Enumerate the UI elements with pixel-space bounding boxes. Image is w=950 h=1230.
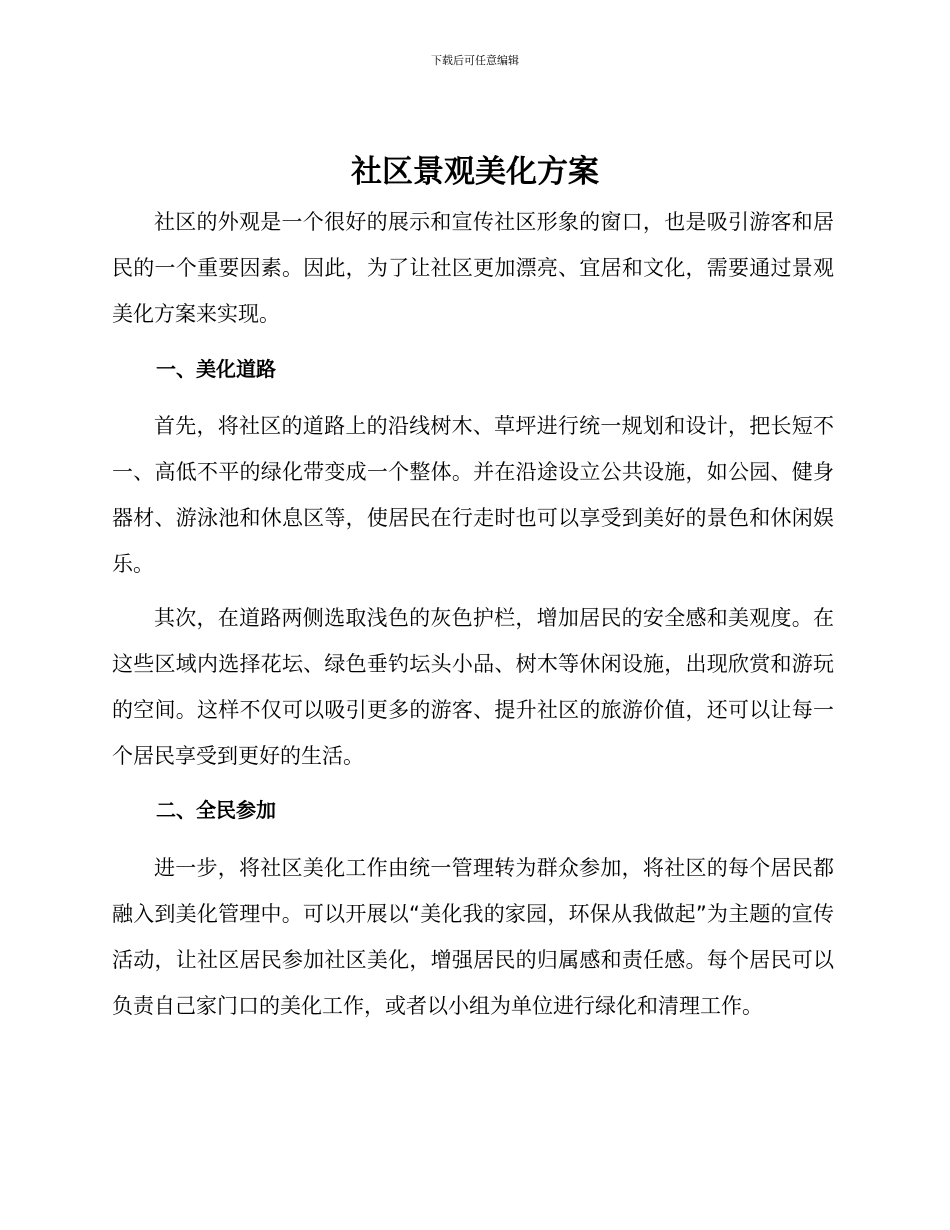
section-1-body-1: [112, 403, 834, 587]
section-1-paragraph-2: 其次，在道路两侧选取浅色的灰色护栏，增加居民的安全感和美观度。在这些区域内选择花坛、绿色垂钓坛头小品、树木等休闲设施，出现欣赏和游玩的空间。这样不仅可以吸引更多的游客、提升社区的旅游价值，还可以让每一个居民享受到更好的生活。: [112, 606, 834, 768]
document-title: 社区景观美化方案: [351, 154, 599, 190]
section-2-body-1: [112, 845, 834, 1029]
section-2-paragraph-1: 进一步，将社区美化工作由统一管理转为群众参加，将社区的每个居民都融入到美化管理中。可以开展以“美化我的家园，环保从我做起”为主题的宣传活动，让社区居民参加社区美化，增强居民的归属感和责任感。每个居民可以负责自己家门口的美化工作，或者以小组为单位进行绿化和清理工作。: [112, 856, 834, 1018]
section-heading-2: 二、全民参加: [156, 798, 276, 822]
section-1-paragraph-1: 首先，将社区的道路上的沿线树木、草坪进行统一规划和设计，把长短不一、高低不平的绿化带变成一个整体。并在沿途设立公共设施，如公园、健身器材、游泳池和休息区等，使居民在行走时也可以享受到美好的景色和休闲娱乐。: [112, 414, 834, 576]
intro-paragraph: 社区的外观是一个很好的展示和宣传社区形象的窗口，也是吸引游客和居民的一个重要因素。因此，为了让社区更加漂亮、宜居和文化，需要通过景观美化方案来实现。: [112, 210, 834, 326]
page-header-note: 下载后可任意编辑: [431, 54, 519, 67]
section-1-body-2: [112, 595, 834, 779]
section-heading-1: 一、美化道路: [156, 357, 276, 381]
intro-block: [112, 199, 834, 337]
section-2: [112, 787, 834, 833]
section-1: [112, 346, 834, 392]
